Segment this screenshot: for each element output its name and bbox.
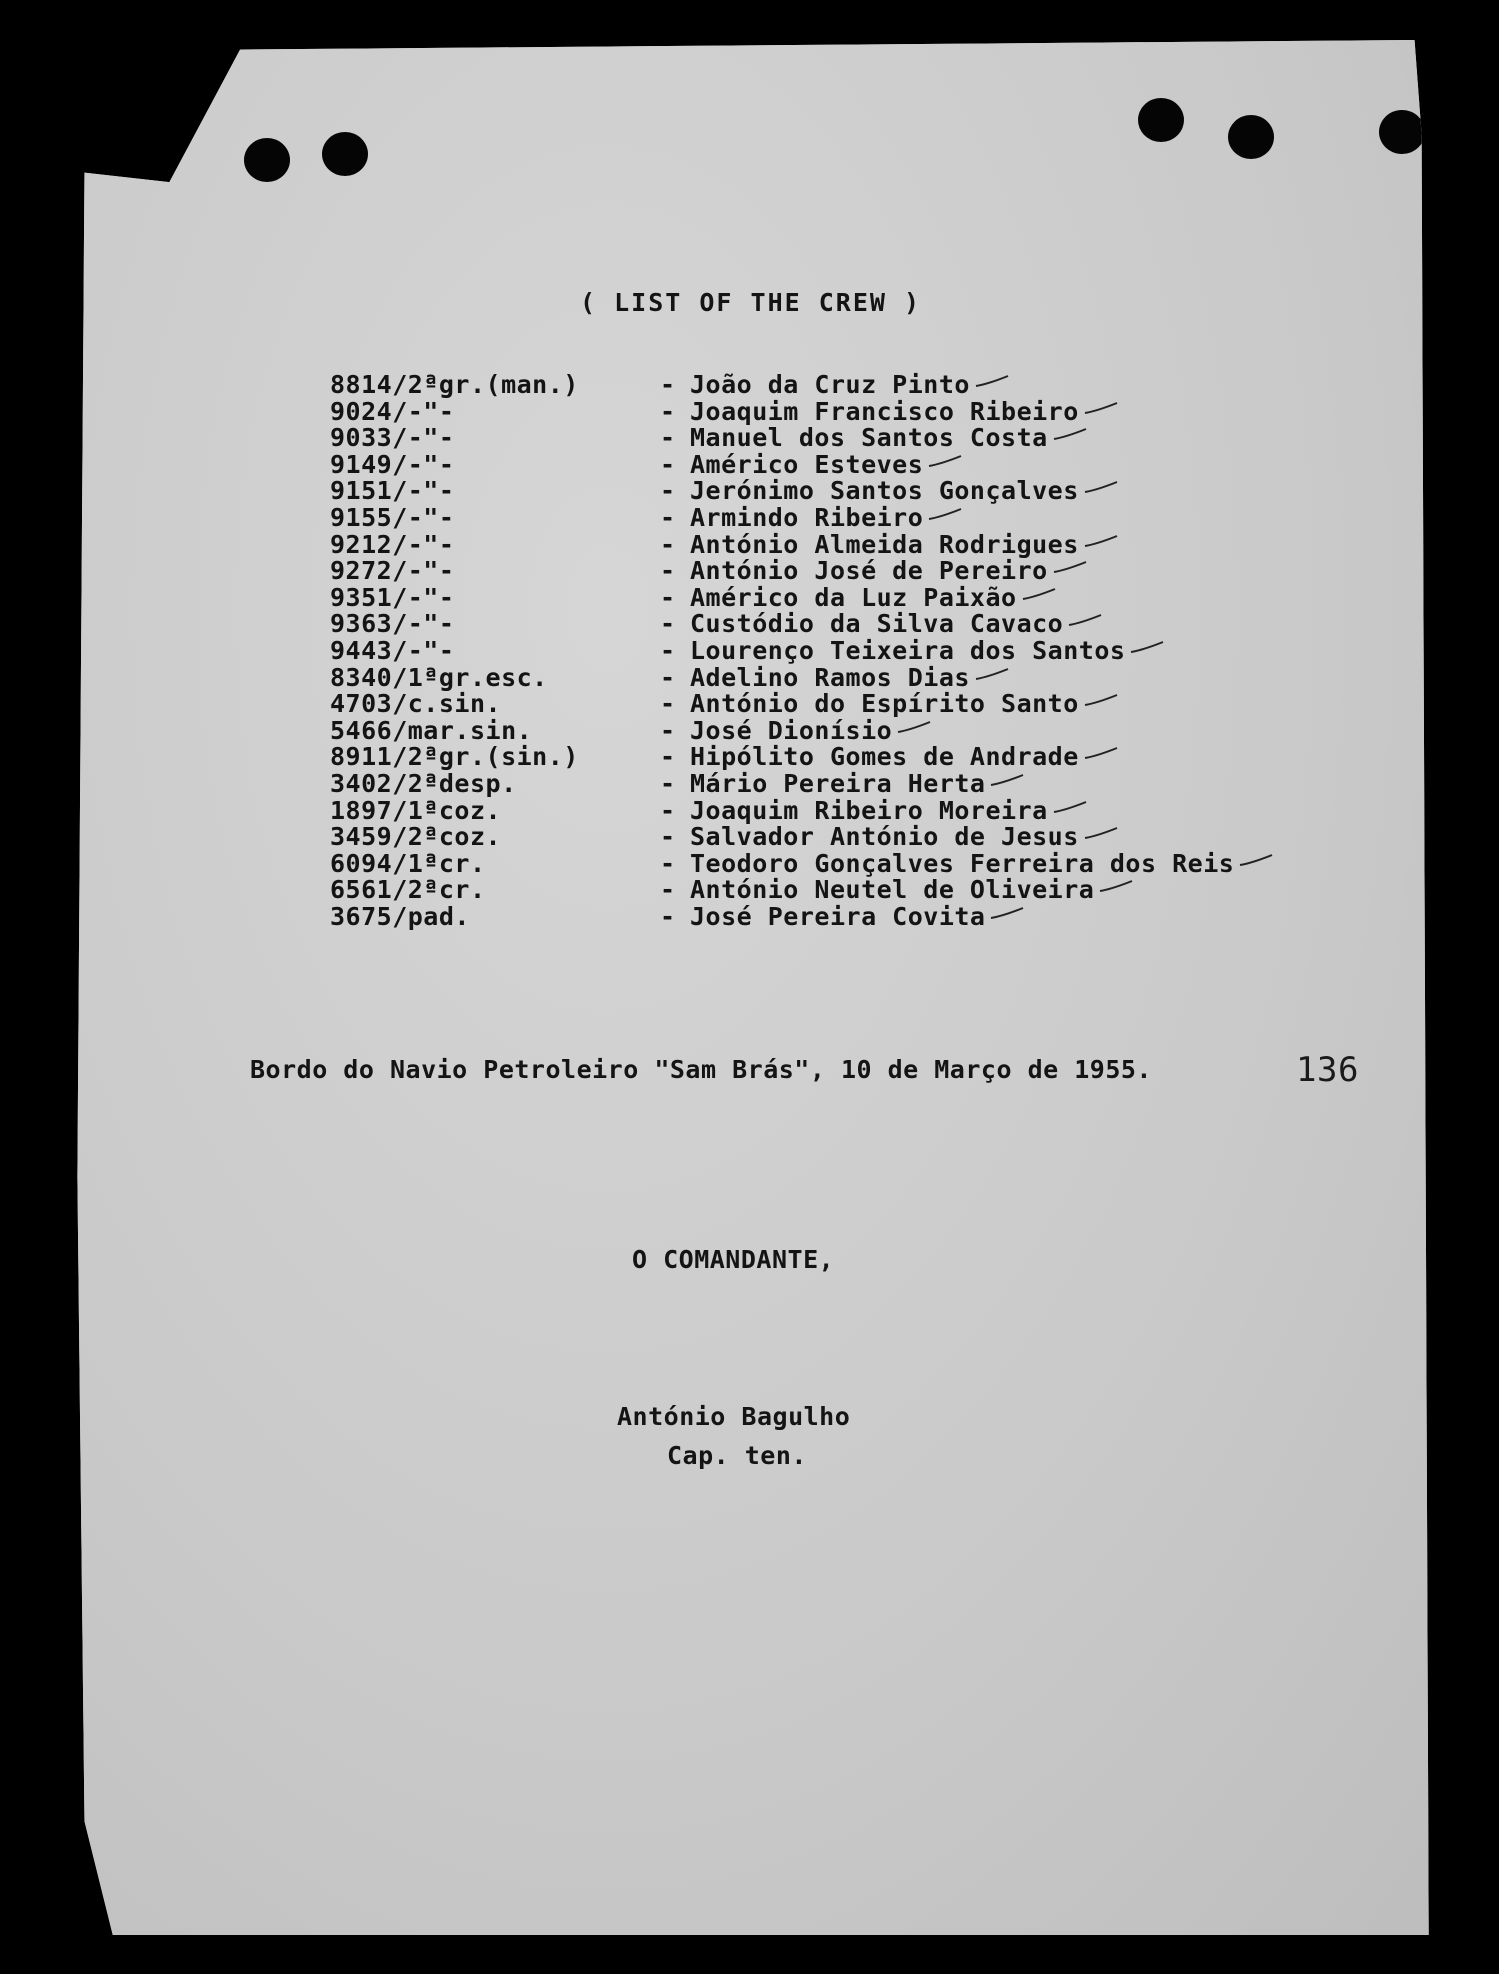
crew-dash: -: [660, 848, 676, 878]
crew-dash: -: [660, 449, 676, 479]
crew-name: António Almeida Rodrigues: [690, 529, 1079, 559]
check-mark-icon: [1083, 534, 1119, 548]
crew-code: 3675/pad.: [330, 901, 470, 931]
crew-dash: -: [660, 582, 676, 612]
crew-code: 9212/-"-: [330, 529, 455, 559]
punch-hole: [244, 138, 290, 182]
crew-name: Teodoro Gonçalves Ferreira dos Reis: [690, 848, 1235, 878]
crew-name: Adelino Ramos Dias: [690, 662, 970, 692]
punch-hole: [322, 132, 368, 176]
crew-code: 9155/-"-: [330, 502, 455, 532]
page-stamp: 136: [1296, 1050, 1359, 1090]
check-mark-icon: [896, 720, 932, 734]
crew-code: 6561/2ªcr.: [330, 875, 486, 905]
commander-heading: O COMANDANTE,: [632, 1245, 835, 1274]
crew-dash: -: [660, 609, 676, 639]
check-mark-icon: [1129, 640, 1165, 654]
crew-code: 9272/-"-: [330, 556, 455, 586]
crew-code: 9363/-"-: [330, 609, 455, 639]
crew-code: 9443/-"-: [330, 635, 455, 665]
crew-dash: -: [660, 423, 676, 453]
crew-name: Joaquim Francisco Ribeiro: [690, 396, 1079, 426]
crew-name: Joaquim Ribeiro Moreira: [690, 795, 1048, 825]
crew-name: António José de Pereiro: [690, 556, 1048, 586]
crew-dash: -: [660, 556, 676, 586]
crew-dash: -: [660, 635, 676, 665]
crew-name: Américo Esteves: [690, 449, 924, 479]
crew-name: António Neutel de Oliveira: [690, 875, 1095, 905]
punch-hole: [1228, 115, 1274, 159]
crew-dash: -: [660, 529, 676, 559]
check-mark-icon: [927, 454, 963, 468]
check-mark-icon: [1052, 427, 1088, 441]
crew-code: 9024/-"-: [330, 396, 455, 426]
document-page: [42, 40, 1457, 1935]
crew-dash: -: [660, 396, 676, 426]
crew-name: João da Cruz Pinto: [690, 370, 970, 399]
crew-code: 9033/-"-: [330, 423, 455, 453]
crew-name: Jerónimo Santos Gonçalves: [690, 476, 1079, 506]
crew-name: Mário Pereira Herta: [690, 768, 986, 798]
check-mark-icon: [1083, 401, 1119, 415]
check-mark-icon: [1083, 480, 1119, 494]
check-mark-icon: [1067, 613, 1103, 627]
crew-dash: -: [660, 476, 676, 506]
crew-dash: -: [660, 768, 676, 798]
check-mark-icon: [989, 773, 1025, 787]
crew-code: 8814/2ªgr.(man.): [330, 370, 579, 399]
crew-code: 5466/mar.sin.: [330, 715, 533, 745]
check-mark-icon: [1021, 587, 1057, 601]
crew-name: Salvador António de Jesus: [690, 822, 1079, 852]
crew-name: António do Espírito Santo: [690, 689, 1079, 719]
crew-code: 1897/1ªcoz.: [330, 795, 502, 825]
document-title: ( LIST OF THE CREW ): [580, 288, 922, 317]
crew-name: Hipólito Gomes de Andrade: [690, 742, 1079, 772]
crew-dash: -: [660, 689, 676, 719]
crew-name: Custódio da Silva Cavaco: [690, 609, 1064, 639]
crew-dash: -: [660, 715, 676, 745]
check-mark-icon: [1052, 800, 1088, 814]
crew-code: 3459/2ªcoz.: [330, 822, 502, 852]
crew-code: 8911/2ªgr.(sin.): [330, 742, 579, 772]
crew-name: José Pereira Covita: [690, 901, 986, 931]
crew-dash: -: [660, 742, 676, 772]
crew-name: Américo da Luz Paixão: [690, 582, 1017, 612]
check-mark-icon: [1238, 853, 1274, 867]
crew-dash: -: [660, 875, 676, 905]
place-and-date: Bordo do Navio Petroleiro "Sam Brás", 10 de Março de 1955.: [250, 1055, 1152, 1084]
crew-name: José Dionísio: [690, 715, 893, 745]
crew-name: Lourenço Teixeira dos Santos: [690, 635, 1126, 665]
crew-code: 9149/-"-: [330, 449, 455, 479]
crew-dash: -: [660, 502, 676, 532]
crew-dash: -: [660, 901, 676, 931]
crew-code: 9151/-"-: [330, 476, 455, 506]
punch-hole: [1138, 98, 1184, 142]
check-mark-icon: [1083, 746, 1119, 760]
crew-code: 4703/c.sin.: [330, 689, 502, 719]
check-mark-icon: [1083, 693, 1119, 707]
crew-dash: -: [660, 370, 676, 399]
crew-dash: -: [660, 795, 676, 825]
check-mark-icon: [1052, 560, 1088, 574]
check-mark-icon: [1083, 826, 1119, 840]
crew-dash: -: [660, 662, 676, 692]
check-mark-icon: [974, 374, 1010, 388]
crew-name: Armindo Ribeiro: [690, 502, 924, 532]
check-mark-icon: [989, 906, 1025, 920]
signatory-name: António Bagulho: [617, 1402, 851, 1431]
punch-hole: [1379, 110, 1425, 154]
crew-code: 6094/1ªcr.: [330, 848, 486, 878]
crew-code: 3402/2ªdesp.: [330, 768, 517, 798]
check-mark-icon: [1098, 879, 1134, 893]
crew-code: 9351/-"-: [330, 582, 455, 612]
signatory-rank: Cap. ten.: [667, 1441, 807, 1470]
crew-name: Manuel dos Santos Costa: [690, 423, 1048, 453]
crew-dash: -: [660, 822, 676, 852]
check-mark-icon: [974, 667, 1010, 681]
check-mark-icon: [927, 507, 963, 521]
crew-code: 8340/1ªgr.esc.: [330, 662, 548, 692]
